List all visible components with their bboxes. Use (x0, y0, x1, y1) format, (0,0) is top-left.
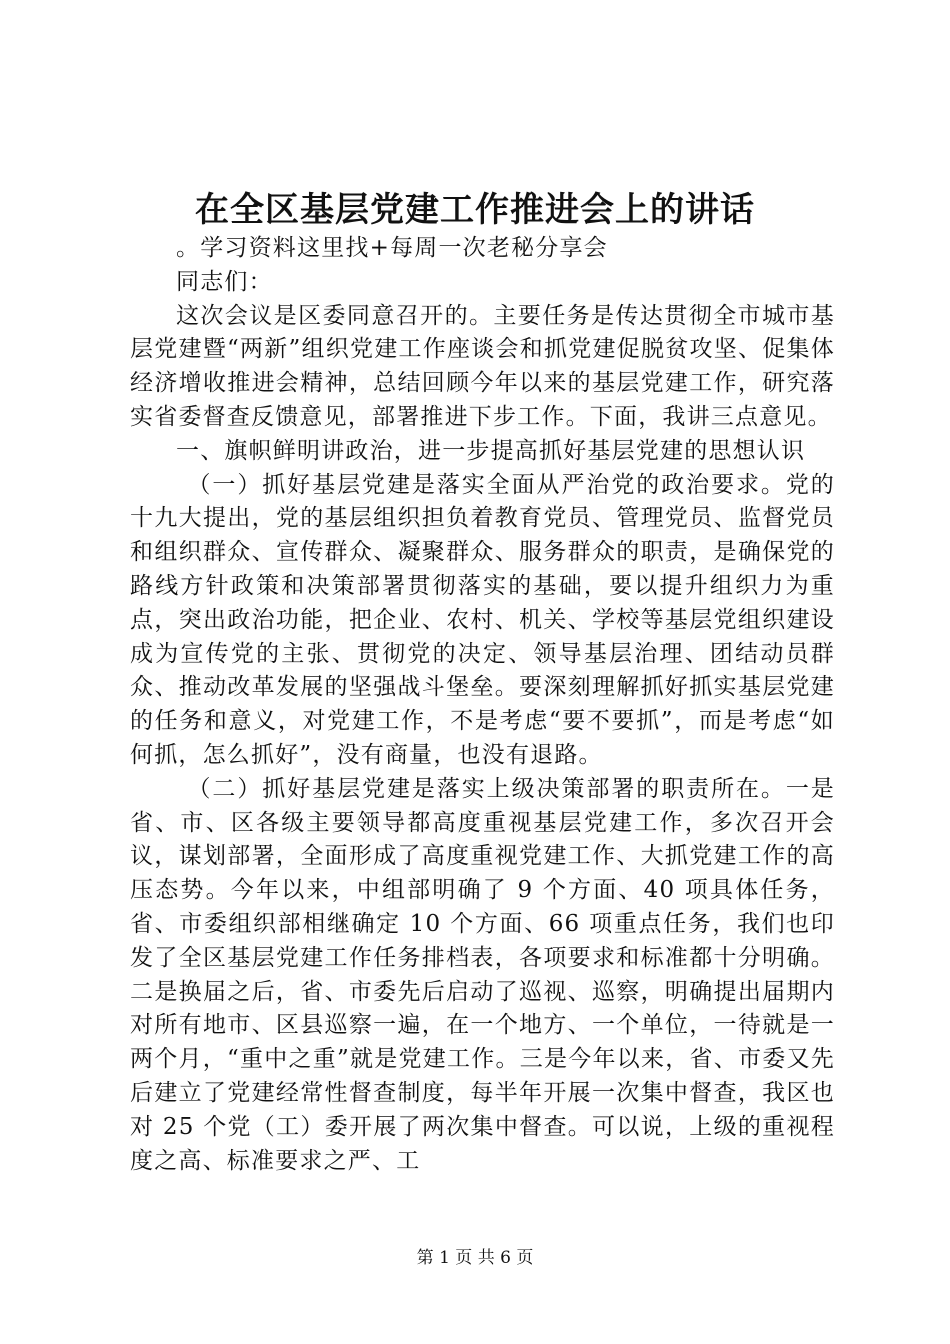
document-body (130, 232, 835, 1178)
paragraph-intro: 这次会议是区委同意召开的。主要任务是传达贯彻全市城市基层党建暨“两新”组织党建工作座谈会和抓党建促脱贫攻坚、促集体经济增收推进会精神，总结回顾今年以来的基层党建工作，研究落实省委督查反馈意见，部署推进下步工作。下面，我讲三点意见。 (130, 302, 835, 430)
paragraph-note: 。学习资料这里找+每周一次老秘分享会 (176, 235, 608, 261)
paragraph-subsection-1: （一）抓好基层党建是落实全面从严治党的政治要求。党的十九大提出，党的基层组织担负着教育党员、管理党员、监督党员和组织群众、宣传群众、凝聚群众、服务群众的职责，是确保党的路线方针政策和决策部署贯彻落实的基础，要以提升组织力为重点，突出政治功能，把企业、农村、机关、学校等基层党组织建设成为宣传党的主张、贯彻党的决定、领导基层治理、团结动员群众、推动改革发展的坚强战斗堡垒。要深刻理解抓好抓实基层党建的任务和意义，对党建工作，不是考虑“要不要抓”，而是考虑“如何抓，怎么抓好”，没有商量，也没有退路。 (130, 471, 835, 768)
paragraph-salutation: 同志们： (176, 268, 273, 295)
section-heading-1: 一、旗帜鲜明讲政治，进一步提高抓好基层党建的思想认识 (176, 437, 806, 464)
document-title: 在全区基层党建工作推进会上的讲话 (195, 190, 755, 230)
paragraph-subsection-2: （二）抓好基层党建是落实上级决策部署的职责所在。一是省、市、区各级主要领导都高度重视基层党建工作，多次召开会议，谋划部署，全面形成了高度重视党建工作、大抓党建工作的高压态势。今年以来，中组部明确了 9 个方面、40 项具体任务，省、市委组织部相继确定 10 个方面、66 项重点任务，我们也印发了全区基层党建工作任务排档表，各项要求和标准都十分明确。二是换届之后，省、市委先后启动了巡视、巡察，明确提出届期内对所有地市、区县巡察一遍，在一个地方、一个单位，一待就是一两个月，“重中之重”就是党建工作。三是今年以来，省、市委又先后建立了党建经常性督查制度，每半年开展一次集中督查，我区也对 25 个党（工）委开展了两次集中督查。可以说，上级的重视程度之高、标准要求之严、工 (130, 775, 835, 1174)
page-number-footer: 第 1 页 共 6 页 (416, 1248, 534, 1268)
